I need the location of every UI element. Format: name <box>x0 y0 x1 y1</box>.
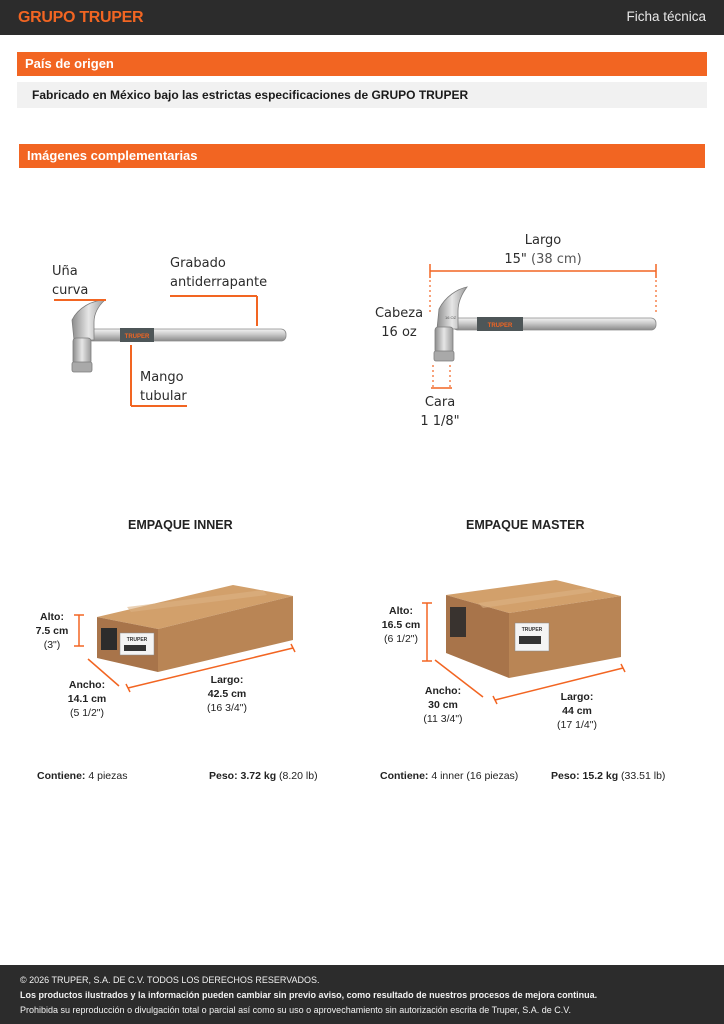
footer-prohibition: Prohibida su reproducción o divulgación total o parcial así como su uso o aprovechamiento sin autorización escrita de Truper, S.A. de C.V. <box>20 1005 571 1015</box>
inner-contiene: Contiene: 4 piezas <box>37 770 128 782</box>
document-type: Ficha técnica <box>626 9 706 24</box>
head-marks: 16 OZ <box>445 315 457 320</box>
master-alto-dimension: Alto: 16.5 cm (6 1/2") <box>381 605 421 645</box>
cara-label: Cara 1 1/8" <box>420 395 460 429</box>
master-peso: Peso: 15.2 kg (33.51 lb) <box>551 770 666 782</box>
inner-peso: Peso: 3.72 kg (8.20 lb) <box>209 770 318 782</box>
hammer-dimensions-image <box>425 285 665 385</box>
master-ancho-dimension: Ancho: 30 cm (11 3/4") <box>423 685 463 725</box>
grabado-label: Grabado antiderrapante <box>170 256 268 290</box>
inner-ancho-dimension: Ancho: 14.1 cm (5 1/2") <box>67 679 107 719</box>
brand-logo: GRUPO TRUPER <box>18 9 144 26</box>
header-bar <box>0 0 724 35</box>
mango-tubular-label: Mango tubular <box>140 370 187 404</box>
footer-copyright: © 2026 TRUPER, S.A. DE C.V. TODOS LOS DERECHOS RESERVADOS. <box>20 975 320 985</box>
largo-hammer-label: Largo 15" (38 cm) <box>504 233 582 267</box>
una-curva-label: Uña curva <box>52 264 89 298</box>
origin-section-title: País de origen <box>17 52 707 76</box>
footer-notice: Los productos ilustrados y la información pueden cambiar sin previo aviso, como resultado de nuestros procesos de mejora continua. <box>20 990 598 1000</box>
master-box-label: TRUPER <box>521 627 543 633</box>
images-section-title: Imágenes complementarias <box>19 144 705 168</box>
inner-largo-dimension: Largo: 42.5 cm (16 3/4") <box>207 674 247 714</box>
master-contiene: Contiene: 4 inner (16 piezas) <box>380 770 519 782</box>
origin-text: Fabricado en México bajo las estrictas especificaciones de GRUPO TRUPER <box>17 82 707 108</box>
hammer-stamp: TRUPER <box>124 334 150 340</box>
master-largo-dimension: Largo: 44 cm (17 1/4") <box>557 691 597 731</box>
inner-package-title: EMPAQUE INNER <box>128 518 233 532</box>
cabeza-label: Cabeza 16 oz <box>374 306 424 340</box>
inner-alto-dimension: Alto: 7.5 cm (3") <box>35 611 69 651</box>
master-package-title: EMPAQUE MASTER <box>466 518 585 532</box>
inner-box-label: TRUPER <box>126 637 148 643</box>
hammer-stamp: TRUPER <box>487 323 513 329</box>
footer <box>0 965 724 1024</box>
